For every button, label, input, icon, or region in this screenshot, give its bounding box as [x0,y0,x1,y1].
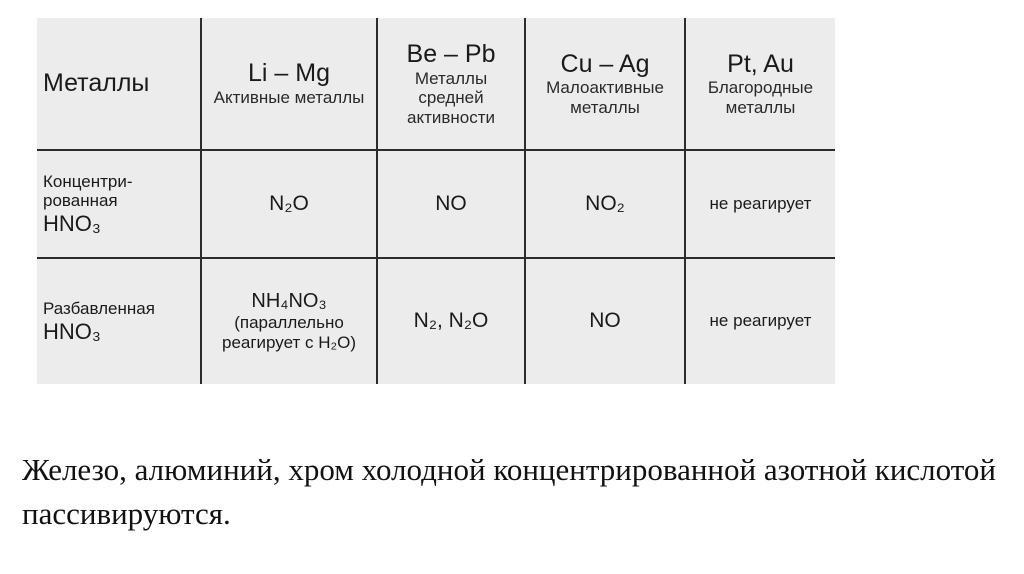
reaction-table [37,18,835,384]
row-2-label-cell [37,258,201,384]
col-1-desc: Активные металлы [213,88,365,108]
header-col-2 [377,18,525,150]
col-4-range: Pt, Au [727,49,794,78]
header-col-3 [525,18,685,150]
metals-nitric-acid-table [37,18,835,384]
row-2-formula: HNO₃ [43,318,101,344]
row-1-cell-2 [377,150,525,258]
table-row-dilute [37,258,835,384]
header-col-4 [685,18,835,150]
row-2-value-3: NO [589,309,621,333]
col-3-desc: Малоактивные металлы [546,78,664,117]
col-2-desc: Металлы средней активности [406,68,496,127]
header-col-1 [201,18,377,150]
row-1-value-2: NO [435,191,467,215]
col-1-range: Li – Mg [248,59,330,88]
row-1-label: Концентри-рованная [43,171,133,211]
passivation-caption: Железо, алюминий, хром холодной концентрированной азотной кислотой пассивируются. [22,452,996,531]
row-2-value-4: не реагирует [709,311,812,331]
row-2-value-1: NH₄NO₃ [251,290,327,313]
row-2-label: Разбавленная [43,299,155,319]
row-1-formula: HNO₃ [43,210,101,236]
header-metals-label: Металлы [43,69,150,98]
row-2-cell-2 [377,258,525,384]
header-metals [37,18,201,150]
row-2-cell-1 [201,258,377,384]
col-2-range: Be – Pb [406,39,496,68]
col-3-range: Cu – Ag [560,49,650,78]
row-2-cell-3 [525,258,685,384]
row-1-cell-3 [525,150,685,258]
header-row [37,18,835,150]
row-1-value-1: N₂O [269,191,309,215]
row-1-value-4: не реагирует [709,193,812,213]
row-1-label-cell [37,150,201,258]
row-2-note: (параллельно реагирует с H₂O) [221,313,357,352]
col-4-desc: Благородные металлы [707,78,814,117]
row-1-value-3: NO₂ [585,191,625,215]
row-2-value-2: N₂, N₂O [413,309,489,333]
table-row-concentrated [37,150,835,258]
row-2-cell-4 [685,258,835,384]
row-1-cell-1 [201,150,377,258]
row-1-cell-4 [685,150,835,258]
